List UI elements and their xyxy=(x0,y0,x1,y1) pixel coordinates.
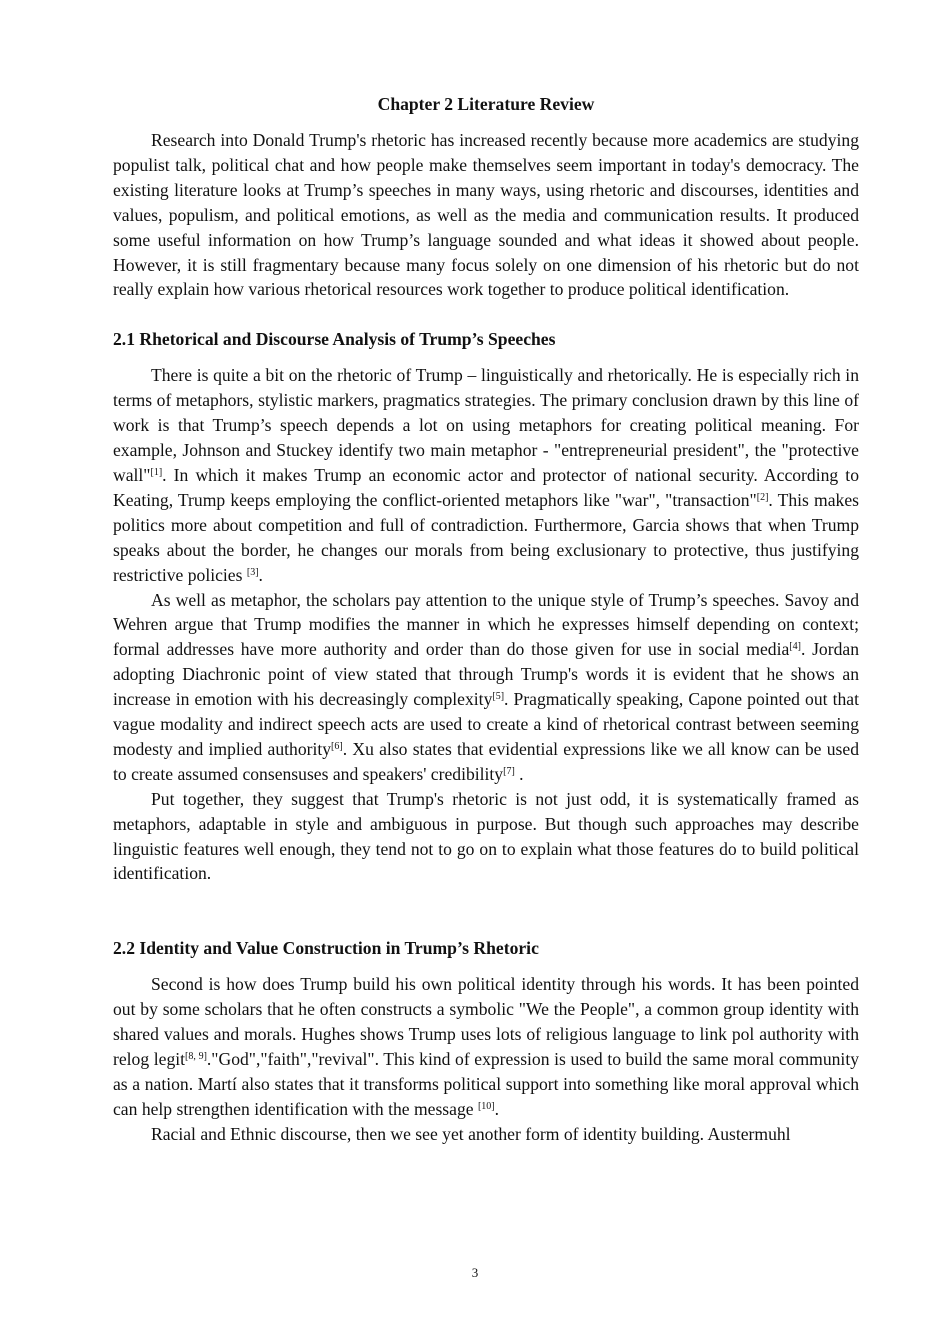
citation: [7] xyxy=(503,765,515,777)
spacer xyxy=(113,886,859,935)
section-2-2-paragraph-2: Racial and Ethnic discourse, then we see yet another form of identity building. Austermuhl xyxy=(151,1123,791,1144)
citation: [1] xyxy=(150,466,163,478)
section-2-1-paragraph-2: As well as metaphor, the scholars pay attention to the unique style of Trump’s speeches. Savoy and Wehren argue that Trump modifies the manner in which he expresses himself depending on context; formal addresses have more authority and order than do those given for use in social media[4]. Jordan adopting Diachronic point of view stated that through Trump's words it is evident that he shows an increase in emotion with his decreasingly complexity[5]. Pragmatically speaking, Capone pointed out that vague modality and indirect speech acts are used to create a kind of rhetorical contrast between seeming modesty and implied authority[6]. Xu also states that evidential expressions like we all know can be used to create assumed consensuses and speakers' credibility[7] . xyxy=(113,589,859,784)
intro-paragraph: Research into Donald Trump's rhetoric has increased recently because more academics are studying populist talk, political chat and how people make themselves seem important in today's democracy. The existing literature looks at Trump’s speeches in many ways, using rhetoric and discourses, identities and values, populism, and political emotions, as well as the media and communication results. It produced some useful information on how Trump’s language sounded and what ideas it showed about people. However, it is still fragmentary because many focus solely on one dimension of his rhetoric but do not really explain how various rhetorical resources work together to produce political identification. xyxy=(113,130,859,300)
citation: [2] xyxy=(756,491,769,503)
citation: [5] xyxy=(492,691,505,703)
spacer xyxy=(113,302,859,326)
section-2-2-paragraph-1: Second is how does Trump build his own political identity through his words. It has been pointed out by some scholars that he often constructs a symbolic "We the People", a common group identity with shared values and morals. Hughes shows Trump uses lots of religious language to link pol authority with relog legit[8, 9]."God","faith","revival". This kind of expression is used to build the same moral community as a nation. Martí also states that it transforms political support into something like moral approval which can help strengthen identification with the message [10]. xyxy=(113,974,859,1119)
citation: [6] xyxy=(331,740,343,752)
document-page xyxy=(113,91,859,1147)
section-2-1-title: 2.1 Rhetorical and Discourse Analysis of Trump’s Speeches xyxy=(113,329,556,350)
citation: [10] xyxy=(477,1100,495,1112)
page-number: 3 xyxy=(471,1265,479,1280)
citation: [4] xyxy=(789,641,801,653)
citation: [3] xyxy=(246,566,259,578)
section-2-1-paragraph-1: There is quite a bit on the rhetoric of Trump – linguistically and rhetorically. He is especially rich in terms of metaphors, stylistic markers, pragmatics strategies. The primary conclusion drawn by this line of work is that Trump’s speech depends a lot on using metaphors for creating political meaning. For example, Johnson and Stuckey identify two main metaphor - "entrepreneurial president", the "protective wall"[1]. In which it makes Trump an economic actor and protector of national security. According to Keating, Trump keeps employing the conflict-oriented metaphors like "war", "transaction"[2]. This makes politics more about competition and full of contradiction. Furthermore, Garcia shows that when Trump speaks about the border, he changes our morals from being exclusionary to protective, thus justifying restrictive policies [3]. xyxy=(113,365,859,585)
chapter-title: Chapter 2 Literature Review xyxy=(377,94,595,114)
citation: [8, 9] xyxy=(185,1051,207,1063)
section-2-1-paragraph-3: Put together, they suggest that Trump's rhetoric is not just odd, it is systematically framed as metaphors, adaptable in style and ambiguous in purpose. But though such approaches may describe linguistic features well enough, they tend not to go on to explain what those features do to build political identification. xyxy=(113,788,859,884)
section-2-2-title: 2.2 Identity and Value Construction in Trump’s Rhetoric xyxy=(113,938,539,959)
